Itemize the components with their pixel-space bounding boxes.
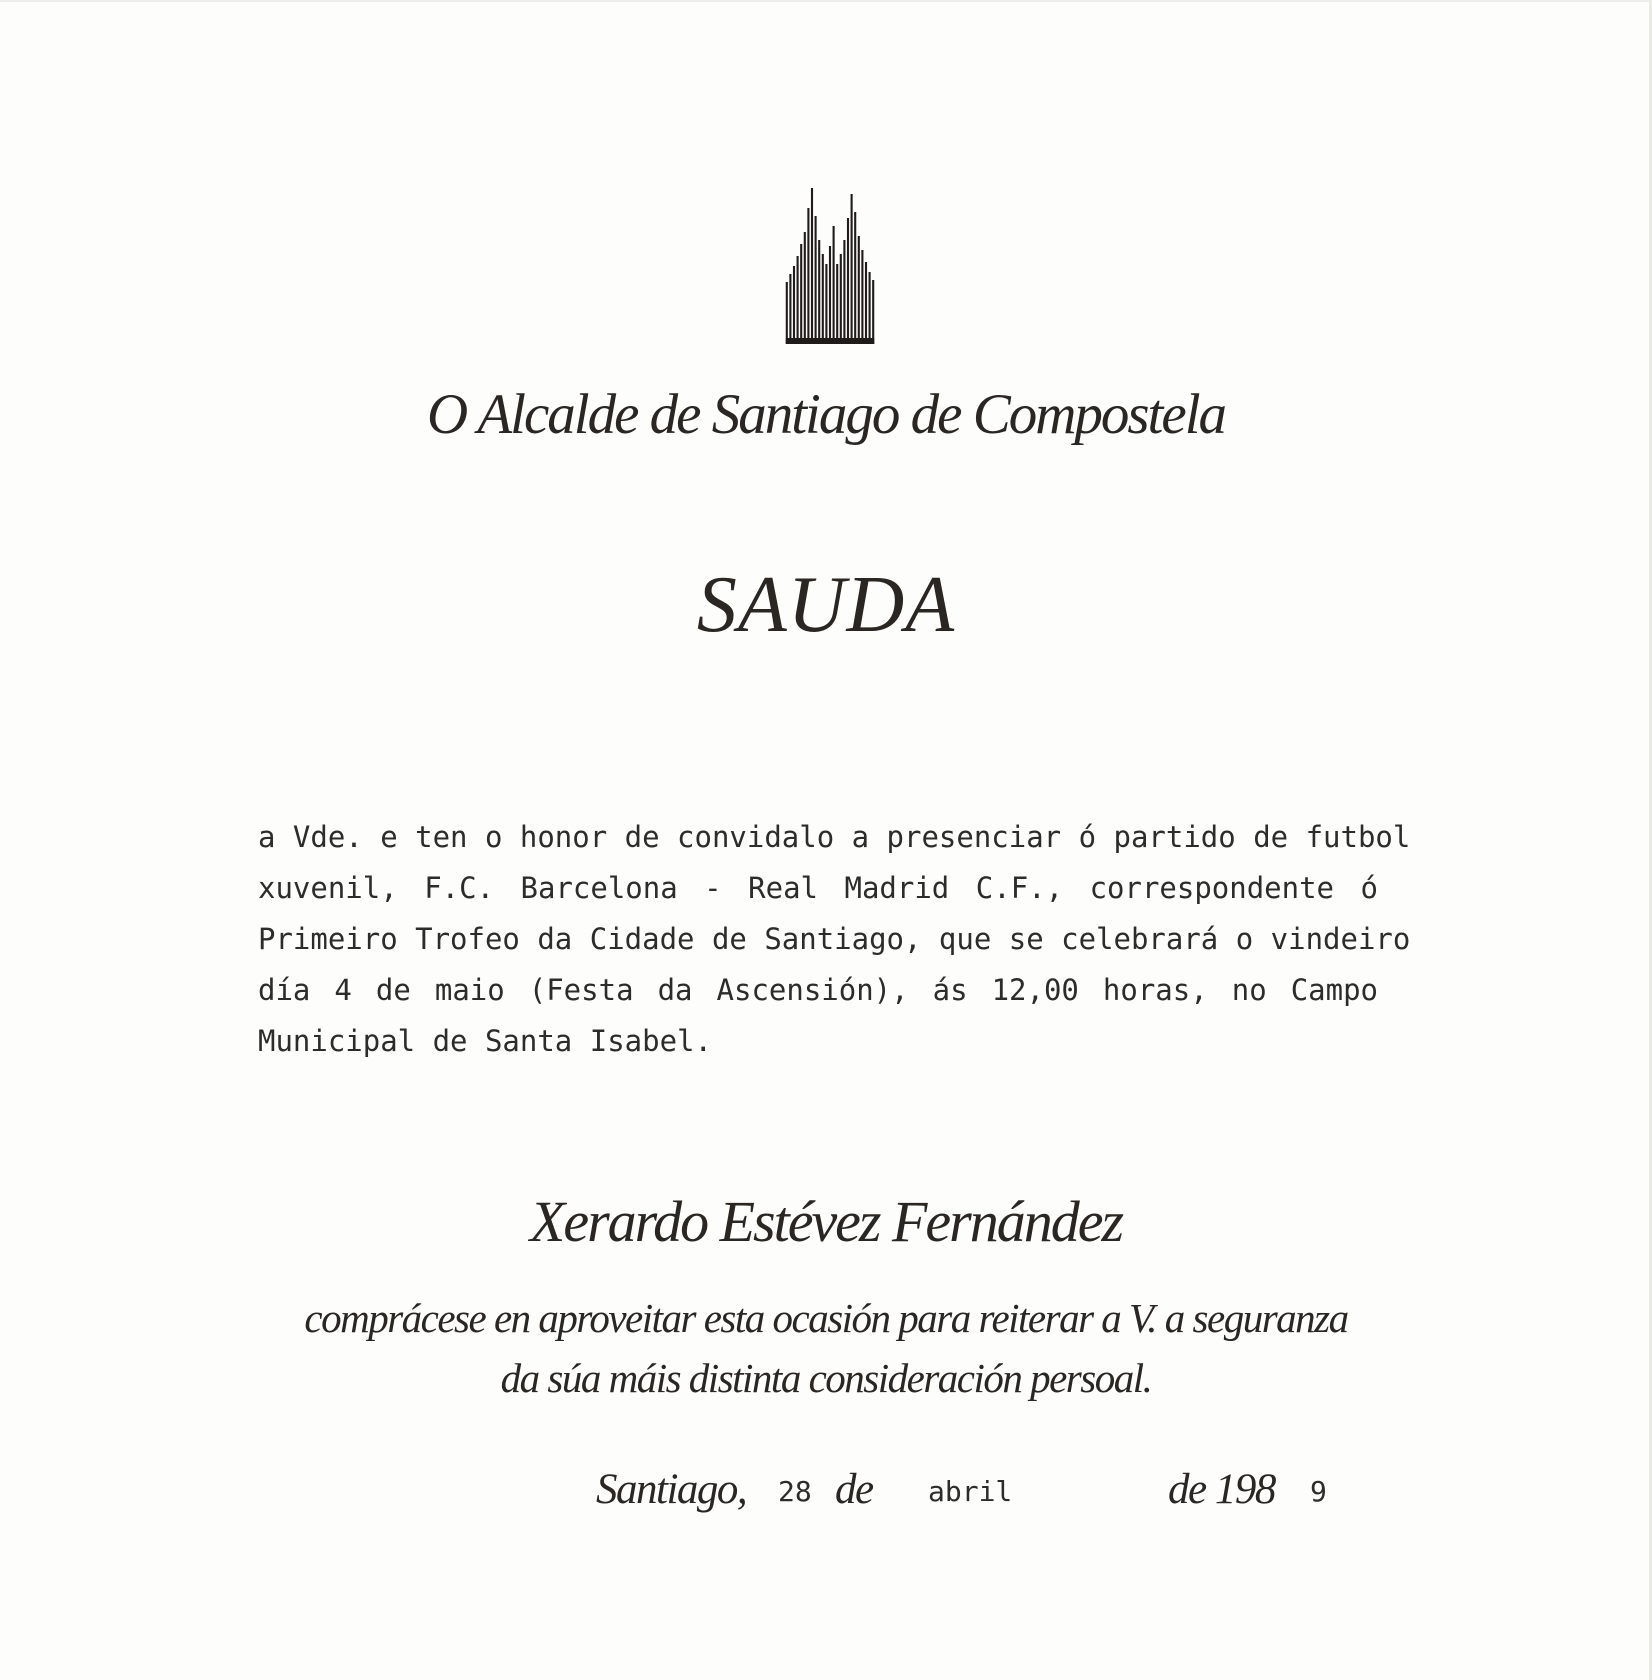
date-de-label: de — [835, 1466, 873, 1513]
emblem-bar — [843, 240, 845, 344]
emblem-bar — [825, 264, 827, 344]
emblem-bar — [858, 236, 860, 344]
emblem-bar — [786, 282, 788, 344]
emblem-bar — [869, 272, 871, 344]
emblem-bar — [872, 280, 874, 344]
date-day: 28 — [778, 1475, 812, 1508]
body-line-1: a Vde. e ten o honor de convidalo a presenciar ó partido de futbol — [258, 820, 1411, 854]
emblem-bar — [815, 216, 817, 344]
date-year-prefix: de 198 — [1168, 1466, 1275, 1513]
emblem-bar — [865, 262, 867, 344]
emblem-bar — [861, 250, 863, 344]
closing-line-1: comprácese en aproveitar esta ocasión para reiterar a V. a seguranza — [304, 1295, 1348, 1341]
emblem-bar — [789, 274, 791, 344]
emblem-bar — [836, 264, 838, 344]
emblem-bar — [804, 232, 806, 344]
emblem-bar — [833, 226, 835, 344]
emblem-bar — [840, 254, 842, 344]
emblem-bar — [811, 188, 813, 344]
body-line-5: Municipal de Santa Isabel. — [258, 1024, 712, 1058]
invitation-body — [258, 812, 1411, 1067]
cathedral-emblem-icon — [780, 188, 880, 344]
emblem-bar — [807, 208, 809, 344]
emblem-bar — [829, 246, 831, 344]
closing-text — [0, 1288, 1652, 1408]
body-line-3: Primeiro Trofeo da Cidade de Santiago, que se celebrará o vindeiro — [258, 922, 1411, 956]
emblem-base — [786, 338, 875, 344]
emblem-bar — [797, 256, 799, 344]
signer-name: Xerardo Estévez Fernández — [529, 1189, 1123, 1254]
closing-line-2: da súa máis distinta consideración persoal. — [500, 1355, 1152, 1401]
page-title: O Alcalde de Santiago de Compostela — [426, 383, 1226, 446]
emblem-bar — [851, 194, 853, 344]
date-month: abril — [928, 1475, 1013, 1508]
body-line-4: día 4 de maio (Festa da Ascensión), ás 12,00 horas, no Campo — [258, 973, 1378, 1007]
emblem-bar — [822, 254, 824, 344]
emblem-bar — [854, 212, 856, 344]
emblem-bar — [793, 266, 795, 344]
emblem-bar — [847, 218, 849, 344]
date-year-digit: 9 — [1310, 1475, 1327, 1508]
emblem-bar — [818, 240, 820, 344]
body-line-2: xuvenil, F.C. Barcelona - Real Madrid C.F., correspondente ó — [258, 871, 1378, 905]
emblem-bar — [800, 244, 802, 344]
date-place: Santiago, — [596, 1466, 747, 1513]
greeting-heading: SAUDA — [696, 561, 956, 649]
paper-edge-top — [0, 0, 1652, 2]
